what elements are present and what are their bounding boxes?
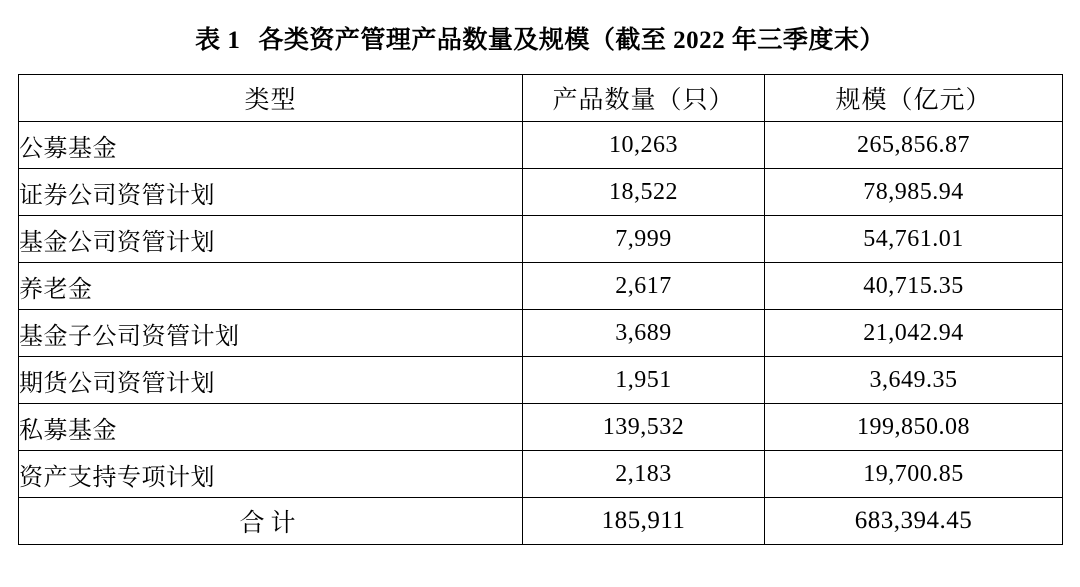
table-header-row <box>19 75 1063 122</box>
cell-scale: 199,850.08 <box>765 404 1063 451</box>
column-header-type: 类型 <box>19 75 523 122</box>
cell-type: 资产支持专项计划 <box>19 451 523 498</box>
cell-type: 基金公司资管计划 <box>19 216 523 263</box>
cell-count: 139,532 <box>523 404 765 451</box>
table-row <box>19 310 1063 357</box>
table-total-row <box>19 498 1063 545</box>
table-row <box>19 122 1063 169</box>
table-row <box>19 216 1063 263</box>
cell-total-count: 185,911 <box>523 498 765 545</box>
cell-scale: 21,042.94 <box>765 310 1063 357</box>
cell-type: 私募基金 <box>19 404 523 451</box>
cell-scale: 54,761.01 <box>765 216 1063 263</box>
asset-management-products-table <box>18 74 1063 545</box>
cell-count: 1,951 <box>523 357 765 404</box>
table-caption <box>0 0 1080 74</box>
table-row <box>19 404 1063 451</box>
table-row <box>19 451 1063 498</box>
cell-count: 3,689 <box>523 310 765 357</box>
cell-scale: 78,985.94 <box>765 169 1063 216</box>
column-header-scale: 规模（亿元） <box>765 75 1063 122</box>
cell-scale: 3,649.35 <box>765 357 1063 404</box>
table-number: 表 1 <box>195 27 241 54</box>
cell-scale: 19,700.85 <box>765 451 1063 498</box>
table-container <box>0 74 1080 545</box>
table-row <box>19 263 1063 310</box>
cell-scale: 265,856.87 <box>765 122 1063 169</box>
cell-type: 公募基金 <box>19 122 523 169</box>
cell-count: 2,617 <box>523 263 765 310</box>
cell-scale: 40,715.35 <box>765 263 1063 310</box>
cell-type: 养老金 <box>19 263 523 310</box>
cell-count: 10,263 <box>523 122 765 169</box>
cell-total-label: 合计 <box>19 498 523 545</box>
column-header-count: 产品数量（只） <box>523 75 765 122</box>
cell-type: 期货公司资管计划 <box>19 357 523 404</box>
table-title: 各类资产管理产品数量及规模（截至 2022 年三季度末） <box>258 27 885 54</box>
cell-type: 证券公司资管计划 <box>19 169 523 216</box>
table-row <box>19 169 1063 216</box>
cell-count: 18,522 <box>523 169 765 216</box>
cell-count: 2,183 <box>523 451 765 498</box>
cell-count: 7,999 <box>523 216 765 263</box>
table-row <box>19 357 1063 404</box>
cell-type: 基金子公司资管计划 <box>19 310 523 357</box>
cell-total-scale: 683,394.45 <box>765 498 1063 545</box>
